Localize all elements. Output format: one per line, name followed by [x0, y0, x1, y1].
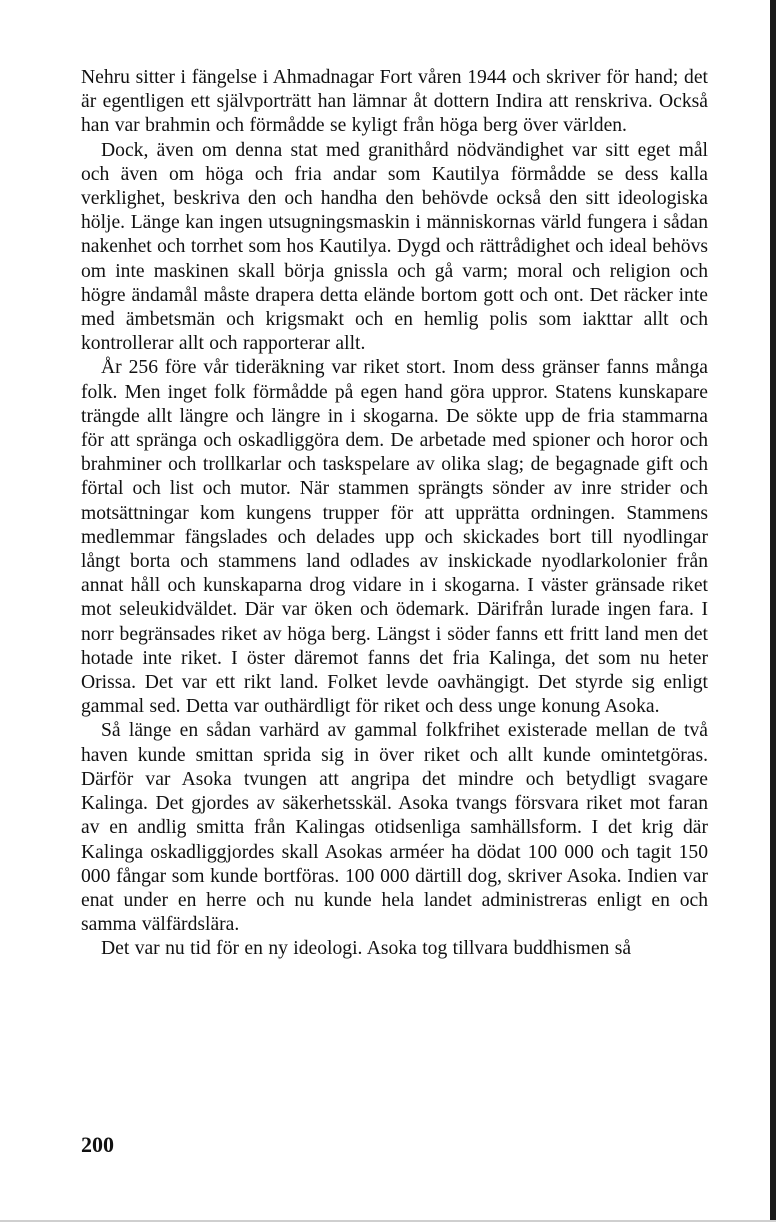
- paragraph-2: Dock, även om denna stat med granithård nödvändighet var sitt eget mål och även om höga och fria andar som Kautilya förmådde se dess kalla verklighet, beskriva den och handha den behövde också den sitt ideologiska hölje. Länge kan ingen utsugningsmaskin i människornas värld fungera i sådan nakenhet och torrhet som hos Kautilya. Dygd och rättrådighet och ideal behövs om inte maskinen skall börja gnissla och gå varm; moral och religion och högre ändamål måste drapera detta elände bortom gott och ont. Det räcker inte med ämbetsmän och krigsmakt och en hemlig polis som iakttar allt och kontrollerar allt och rapporterar allt.: [81, 139, 708, 355]
- page-number: 200: [81, 1132, 114, 1157]
- paragraph-4: Så länge en sådan varhärd av gammal folkfrihet existerade mellan de två haven kunde smittan sprida sig in över riket och allt kunde omintetgöras. Därför var Asoka tvungen att angripa det mindre och betydligt svagare Kalinga. Det gjordes av säkerhetsskäl. Asoka tvangs försvara riket mot faran av en andlig smitta från Kalingas otidsenliga samhällsform. I det krig där Kalinga oskadliggjordes skall Asokas arméer ha dödat 100 000 och tagit 150 000 fångar som kunde bortföras. 100 000 därtill dog, skriver Asoka. Indien var enat under en herre och nu kunde hela landet administreras enligt en och samma välfärdslära.: [81, 720, 708, 936]
- page-edge-shadow: [770, 0, 776, 1222]
- body-text: [81, 66, 708, 962]
- paragraph-5: Det var nu tid för en ny ideologi. Asoka tog tillvara buddhismen så: [101, 938, 632, 960]
- paragraph-3: År 256 före vår tideräkning var riket stort. Inom dess gränser fanns många folk. Men inget folk förmådde på egen hand göra uppror. Statens kunskapare trängde allt längre och längre in i skogarna. De sökte upp de fria stammarna för att spränga och oskadliggöra dem. De arbetade med spioner och horor och brahminer och trollkarlar och taskspelare av olika slag; de begagnade gift och förtal och list och mutor. När stammen sprängts sönder av inre strider och motsättningar kom kungens trupper för att upprätta ordningen. Stammens medlemmar fängslades och delades upp och skickades bort till nyodlingar långt borta och stammens land odlades av inskickade nyodlarkolonier från annat håll och kunskaparna drog vidare in i skogarna. I väster gränsade riket mot seleukidväldet. Där var öken och ödemark. Därifrån lurade ingen fara. I norr begränsades riket av höga berg. Längst i söder fanns ett fritt land men det hotade inte riket. I öster däremot fanns det fria Kalinga, det som nu heter Orissa. Det var ett rikt land. Folket levde oavhängigt. Det styrde sig enligt gammal sed. Detta var outhärdligt för riket och dess unge konung Asoka.: [81, 357, 708, 718]
- paragraph-1: Nehru sitter i fängelse i Ahmadnagar Fort våren 1944 och skriver för hand; det är egentligen ett självporträtt han lämnar åt dottern Indira att renskriva. Också han var brahmin och förmådde se kyligt från höga berg över världen.: [81, 67, 708, 137]
